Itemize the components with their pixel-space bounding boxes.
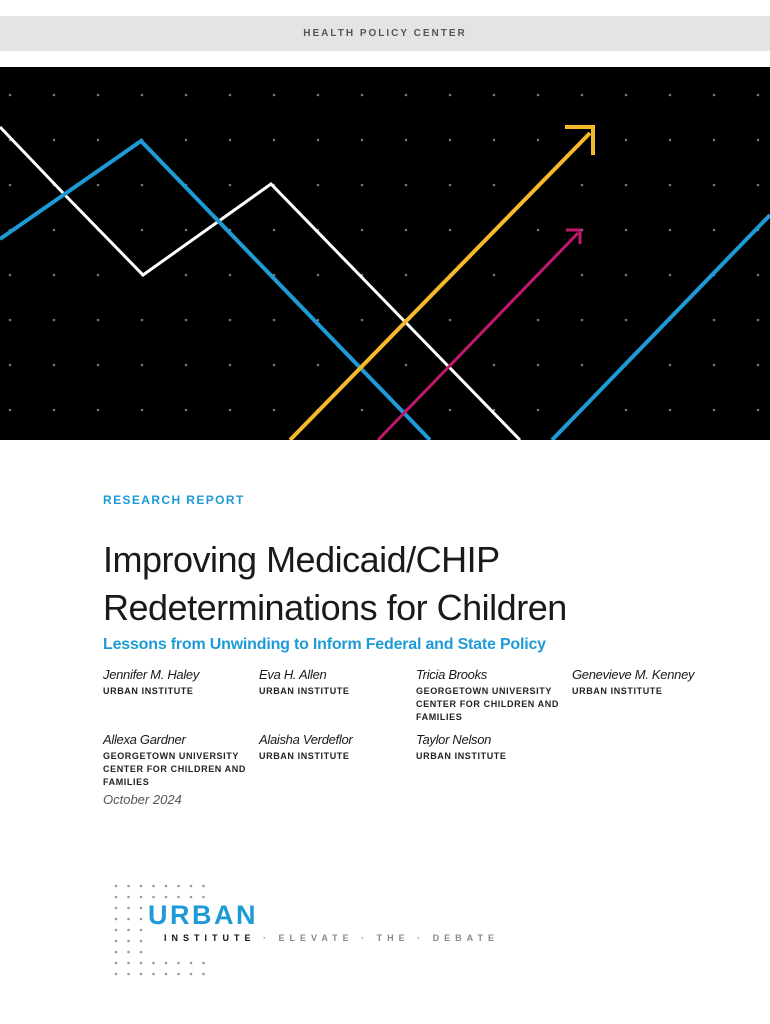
grid-dot (449, 94, 452, 97)
logo-dot (177, 896, 180, 899)
grid-dot (229, 94, 232, 97)
grid-dot (449, 409, 452, 412)
grid-dot (405, 274, 408, 277)
grid-dot (713, 319, 716, 322)
logo-dot (127, 918, 130, 921)
logo-dot (152, 973, 155, 976)
report-title (103, 536, 723, 632)
author-name: Tricia Brooks (416, 667, 487, 682)
author-affiliation: URBAN INSTITUTE (416, 751, 507, 761)
grid-dot (361, 229, 364, 232)
grid-dot (757, 319, 760, 322)
author-affiliation: GEORGETOWN UNIVERSITY CENTER FOR CHILDREN AND FAMILIES (103, 751, 246, 787)
grid-dot (581, 184, 584, 187)
center-label: HEALTH POLICY CENTER (0, 16, 770, 51)
logo-dot (140, 951, 143, 954)
grid-dot (53, 94, 56, 97)
grid-dot (669, 139, 672, 142)
grid-dot (141, 184, 144, 187)
report-type-label: RESEARCH REPORT (103, 493, 245, 507)
grid-dot (757, 94, 760, 97)
logo-dot (127, 907, 130, 910)
grid-dot (449, 184, 452, 187)
author-affiliation: URBAN INSTITUTE (259, 751, 350, 761)
grid-dot (229, 409, 232, 412)
grid-dot (185, 274, 188, 277)
title-line-2: Redeterminations for Children (103, 587, 567, 628)
grid-dot (713, 139, 716, 142)
grid-dot (669, 229, 672, 232)
grid-dot (757, 409, 760, 412)
logo-dot (127, 962, 130, 965)
grid-dot (141, 409, 144, 412)
grid-dot (97, 364, 100, 367)
grid-dot (449, 139, 452, 142)
grid-dot (185, 319, 188, 322)
grid-dot (229, 184, 232, 187)
grid-dot (625, 229, 628, 232)
grid-dot (97, 274, 100, 277)
grid-dot (537, 409, 540, 412)
grid-dot (317, 364, 320, 367)
grid-dot (97, 184, 100, 187)
grid-dot (317, 274, 320, 277)
grid-dot (625, 274, 628, 277)
grid-dot (317, 94, 320, 97)
grid-dot (757, 184, 760, 187)
grid-dot (361, 139, 364, 142)
logo-dot (140, 929, 143, 932)
logo-institute: INSTITUTE (164, 933, 256, 943)
grid-dot (9, 364, 12, 367)
grid-dot (229, 139, 232, 142)
grid-dot (537, 364, 540, 367)
author-affiliation: URBAN INSTITUTE (572, 686, 663, 696)
urban-institute-logo (108, 880, 528, 980)
logo-dot (165, 973, 168, 976)
grid-dot (361, 409, 364, 412)
grid-dot (669, 94, 672, 97)
logo-dot (152, 885, 155, 888)
grid-dot (669, 409, 672, 412)
grid-dot (185, 364, 188, 367)
blue-line-right (552, 215, 770, 440)
grid-dot (9, 409, 12, 412)
logo-dot (190, 896, 193, 899)
logo-tagline: · ELEVATE · THE · DEBATE (263, 933, 500, 943)
grid-dot (97, 94, 100, 97)
logo-dot (190, 973, 193, 976)
grid-dot (53, 274, 56, 277)
grid-dot (53, 229, 56, 232)
grid-dot (625, 139, 628, 142)
grid-dot (625, 409, 628, 412)
grid-dot (317, 139, 320, 142)
logo-dot (152, 962, 155, 965)
grid-dot (273, 229, 276, 232)
author-block (259, 732, 409, 763)
author-name: Eva H. Allen (259, 667, 327, 682)
grid-dot (273, 94, 276, 97)
publication-date: October 2024 (103, 792, 182, 807)
logo-dot (165, 962, 168, 965)
magenta-arrow-line (378, 233, 578, 440)
grid-dot (537, 139, 540, 142)
author-name: Taylor Nelson (416, 732, 492, 747)
grid-dot (625, 319, 628, 322)
cover-lines-svg (0, 67, 770, 440)
logo-dot (140, 918, 143, 921)
logo-subline (164, 933, 499, 943)
grid-dot (713, 409, 716, 412)
logo-dot (127, 885, 130, 888)
grid-dot (405, 364, 408, 367)
logo-wordmark: URBAN (148, 900, 258, 930)
grid-dot (757, 274, 760, 277)
grid-dot (273, 409, 276, 412)
title-line-1: Improving Medicaid/CHIP (103, 539, 500, 580)
grid-dot (713, 229, 716, 232)
grid-dot (493, 139, 496, 142)
grid-dot (757, 139, 760, 142)
yellow-arrow-line (290, 133, 590, 440)
author-affiliation: GEORGETOWN UNIVERSITY CENTER FOR CHILDREN AND FAMILIES (416, 686, 559, 722)
grid-dot (141, 229, 144, 232)
logo-dot (140, 885, 143, 888)
grid-dot (405, 184, 408, 187)
grid-dot (449, 229, 452, 232)
grid-dot (229, 274, 232, 277)
logo-dot (115, 951, 118, 954)
logo-dot (190, 962, 193, 965)
author-block (416, 732, 566, 763)
author-block (103, 667, 253, 698)
grid-dot (141, 94, 144, 97)
author-name: Jennifer M. Haley (103, 667, 200, 682)
grid-dot (493, 184, 496, 187)
grid-dot (757, 364, 760, 367)
grid-dot (53, 409, 56, 412)
logo-dot (165, 885, 168, 888)
grid-dot (405, 139, 408, 142)
logo-dot (190, 885, 193, 888)
author-name: Genevieve M. Kenney (572, 667, 695, 682)
grid-dot (581, 319, 584, 322)
grid-dot (713, 94, 716, 97)
logo-dot (202, 973, 205, 976)
grid-dot (317, 184, 320, 187)
grid-dot (537, 229, 540, 232)
grid-dot (9, 94, 12, 97)
grid-dot (361, 319, 364, 322)
grid-dot (273, 364, 276, 367)
logo-dot (177, 962, 180, 965)
grid-dot (53, 319, 56, 322)
author-affiliation: URBAN INSTITUTE (259, 686, 350, 696)
grid-dot (405, 229, 408, 232)
report-subtitle: Lessons from Unwinding to Inform Federal and State Policy (103, 636, 546, 653)
logo-dot (152, 896, 155, 899)
logo-dot (202, 885, 205, 888)
grid-dot (713, 184, 716, 187)
grid-dot (53, 364, 56, 367)
grid-dot (53, 139, 56, 142)
logo-dot (115, 907, 118, 910)
grid-dot (185, 229, 188, 232)
grid-dot (273, 319, 276, 322)
logo-dot (140, 973, 143, 976)
logo-dot (140, 962, 143, 965)
grid-dot (229, 319, 232, 322)
grid-dot (713, 364, 716, 367)
author-block (103, 732, 253, 789)
logo-dot (202, 896, 205, 899)
grid-dot (141, 364, 144, 367)
grid-dot (9, 184, 12, 187)
grid-dot (9, 274, 12, 277)
grid-dot (581, 274, 584, 277)
grid-dot (669, 274, 672, 277)
grid-dot (141, 319, 144, 322)
grid-dot (97, 409, 100, 412)
logo-dot (115, 973, 118, 976)
author-block (572, 667, 722, 698)
logo-dot (115, 929, 118, 932)
grid-dot (493, 274, 496, 277)
logo-dot (140, 907, 143, 910)
logo-dot (127, 973, 130, 976)
logo-dot (177, 973, 180, 976)
author-name: Alaisha Verdeflor (259, 732, 353, 747)
blue-line-left (0, 141, 430, 440)
logo-dot (140, 896, 143, 899)
grid-dot (273, 139, 276, 142)
grid-dot (493, 94, 496, 97)
logo-dot (127, 929, 130, 932)
cover-graphic (0, 67, 770, 440)
logo-dot (115, 896, 118, 899)
author-block (416, 667, 566, 724)
author-block (259, 667, 409, 698)
grid-dot (537, 94, 540, 97)
logo-dot (115, 940, 118, 943)
grid-dot (185, 139, 188, 142)
author-affiliation: URBAN INSTITUTE (103, 686, 194, 696)
logo-dot (177, 885, 180, 888)
logo-dot (115, 885, 118, 888)
grid-dot (449, 319, 452, 322)
grid-dot (625, 94, 628, 97)
grid-dot (625, 184, 628, 187)
grid-dot (669, 184, 672, 187)
grid-dot (229, 364, 232, 367)
grid-dot (581, 364, 584, 367)
grid-dot (9, 319, 12, 322)
logo-dot (165, 896, 168, 899)
grid-dot (581, 94, 584, 97)
grid-dot (185, 94, 188, 97)
grid-dot (405, 94, 408, 97)
logo-dot (115, 918, 118, 921)
grid-dot (537, 319, 540, 322)
grid-dot (669, 364, 672, 367)
logo-dot (127, 951, 130, 954)
grid-dot (361, 184, 364, 187)
logo-dot (202, 962, 205, 965)
logo-dot (127, 896, 130, 899)
grid-dot (493, 364, 496, 367)
yellow-arrow-head (565, 127, 593, 155)
author-name: Allexa Gardner (103, 732, 186, 747)
grid-dot (97, 319, 100, 322)
grid-dot (361, 94, 364, 97)
grid-dot (97, 139, 100, 142)
logo-dot (115, 962, 118, 965)
grid-dot (185, 409, 188, 412)
logo-dot (140, 940, 143, 943)
logo-dot (127, 940, 130, 943)
